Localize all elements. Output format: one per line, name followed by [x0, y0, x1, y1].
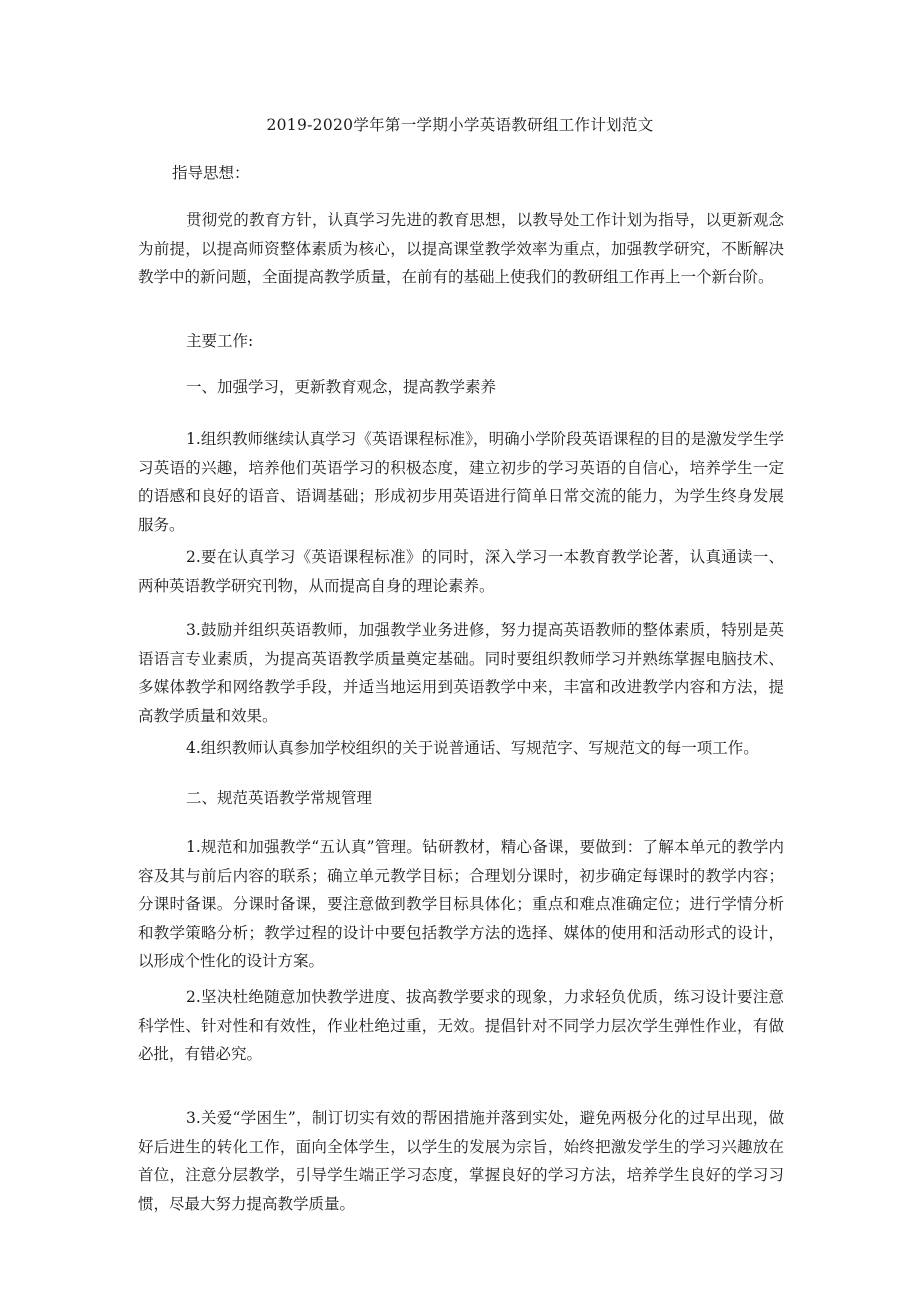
section-1-item-1: 1.组织教师继续认真学习《英语课程标准》，明确小学阶段英语课程的目的是激发学生学习英语的兴趣，培养他们英语学习的积极态度，建立初步的学习英语的自信心，培养学生一定的语感和良好的语音、语调基础；形成初步用英语进行简单日常交流的能力，为学生终身发展服务。	[138, 430, 784, 534]
guiding-heading: 指导思想：	[172, 164, 250, 182]
section-1-item-2: 2.要在认真学习《英语课程标准》的同时，深入学习一本教育教学论著，认真通读一、两种英语教学研究刊物，从而提高自身的理论素养。	[138, 548, 784, 595]
section-2-item-1: 1.规范和加强教学“五认真”管理。钻研教材，精心备课，要做到：了解本单元的教学内容及其与前后内容的联系；确立单元教学目标；合理划分课时，初步确定每课时的教学内容；分课时备课。分课时备课，要注意做到教学目标具体化；重点和难点准确定位；进行学情分析和教学策略分析；教学过程的设计中要包括教学方法的选择、媒体的使用和活动形式的设计，以形成个性化的设计方案。	[138, 838, 784, 970]
section-2-item-2: 2.坚决杜绝随意加快教学进度、拔高教学要求的现象，力求轻负优质，练习设计要注意科学性、针对性和有效性，作业杜绝过重，无效。提倡针对不同学力层次学生弹性作业，有做必批，有错必究。	[138, 988, 784, 1063]
section-1-item-4: 4.组织教师认真参加学校组织的关于说普通话、写规范字、写规范文的每一项工作。	[186, 739, 759, 757]
section-2-item-3: 3.关爱“学困生”，制订切实有效的帮困措施并落到实处，避免两极分化的过早出现，做好后进生的转化工作，面向全体学生，以学生的发展为宗旨，始终把激发学生的学习兴趣放在首位，注意分层教学，引导学生端正学习态度，掌握良好的学习方法，培养学生良好的学习习惯，尽最大努力提高教学质量。	[138, 1109, 784, 1213]
section-1-item-3: 3.鼓励并组织英语教师，加强教学业务进修，努力提高英语教师的整体素质，特别是英语语言专业素质，为提高英语教学质量奠定基础。同时要组织教师学习并熟练掌握电脑技术、多媒体教学和网络教学手段，并适当地运用到英语教学中来，丰富和改进教学内容和方法，提高教学质量和效果。	[138, 621, 784, 725]
guiding-paragraph: 贯彻党的教育方针，认真学习先进的教育思想，以教导处工作计划为指导，以更新观念为前提，以提高师资整体素质为核心，以提高课堂教学效率为重点，加强教学研究，不断解决教学中的新问题，全面提高教学质量，在前有的基础上使我们的教研组工作再上一个新台阶。	[138, 211, 784, 286]
document-title: 2019-2020学年第一学期小学英语教研组工作计划范文	[266, 116, 654, 134]
section-1-heading: 一、加强学习，更新教育观念，提高教学素养	[186, 378, 497, 396]
section-2-heading: 二、规范英语教学常规管理	[186, 789, 373, 807]
main-work-heading: 主要工作:	[186, 332, 254, 350]
